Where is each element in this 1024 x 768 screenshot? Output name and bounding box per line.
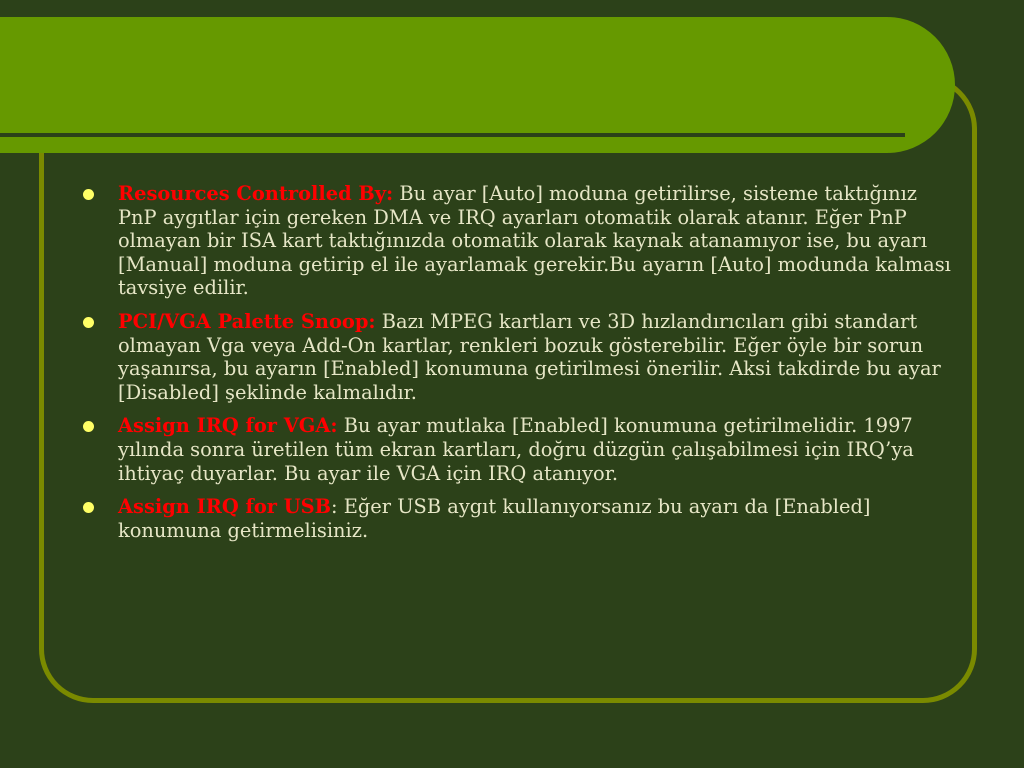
bullet-term-separator: : [386, 182, 394, 205]
bullet-dot-icon [83, 421, 94, 432]
bullet-text: Bazı MPEG kartları ve 3D hızlandırıcıları gibi standart olmayan Vga veya Add-On kartlar, renkleri bozuk gösterebilir. Eğer öyle bir sorun yaşanırsa, bu ayarın [Enabled] konumuna getirilmesi önerilir. Aksi takdirde bu ayar [Disabled] şeklinde kalmalıdır. [118, 309, 941, 404]
bullet-term: Assign IRQ for USB [118, 495, 332, 519]
title-divider-line [0, 133, 905, 137]
bullet-item-resources-controlled-by [78, 182, 958, 300]
bullet-item-pci-vga-palette-snoop [78, 310, 958, 404]
bullet-term-separator: : [368, 309, 376, 333]
bullet-text: Bu ayar mutlaka [Enabled] konumuna getirilmelidir. 1997 yılında sonra üretilen tüm ekran kartları, doğru düzgün çalışabilmesi için IRQ’ya ihtiyaç duyarlar. Bu ayar ile VGA için IRQ atanıyor. [118, 414, 914, 485]
bullet-term: PCI/VGA Palette Snoop [118, 309, 369, 333]
bullet-term-separator: : [331, 495, 338, 519]
bullet-dot-icon [83, 502, 94, 513]
bullet-text: Eğer USB aygıt kullanıyorsanız bu ayarı da [Enabled] konumuna getirmelisiniz. [118, 495, 871, 542]
bullet-term-separator: : [330, 414, 338, 438]
bullet-list [78, 182, 958, 552]
bullet-dot-icon [83, 317, 94, 328]
bullet-text: Bu ayar [Auto] moduna getirilirse, sisteme taktığınız PnP aygıtlar için gereken DMA ve IRQ ayarları otomatik olarak atanır. Eğer PnP olmayan bir ISA kart taktığınızda otomatik olarak kaynak atanamıyor ise, bu ayarı [Manual] moduna getirip el ile ayarlamak gerekir.Bu ayarın [Auto] modunda kalması tavsiye edilir. [118, 182, 951, 300]
bullet-item-assign-irq-for-usb [78, 495, 958, 542]
bullet-term: Assign IRQ for VGA [118, 414, 331, 438]
bullet-item-assign-irq-for-vga [78, 414, 958, 485]
bullet-term: Resources Controlled By [118, 182, 387, 205]
bullet-dot-icon [83, 189, 94, 200]
